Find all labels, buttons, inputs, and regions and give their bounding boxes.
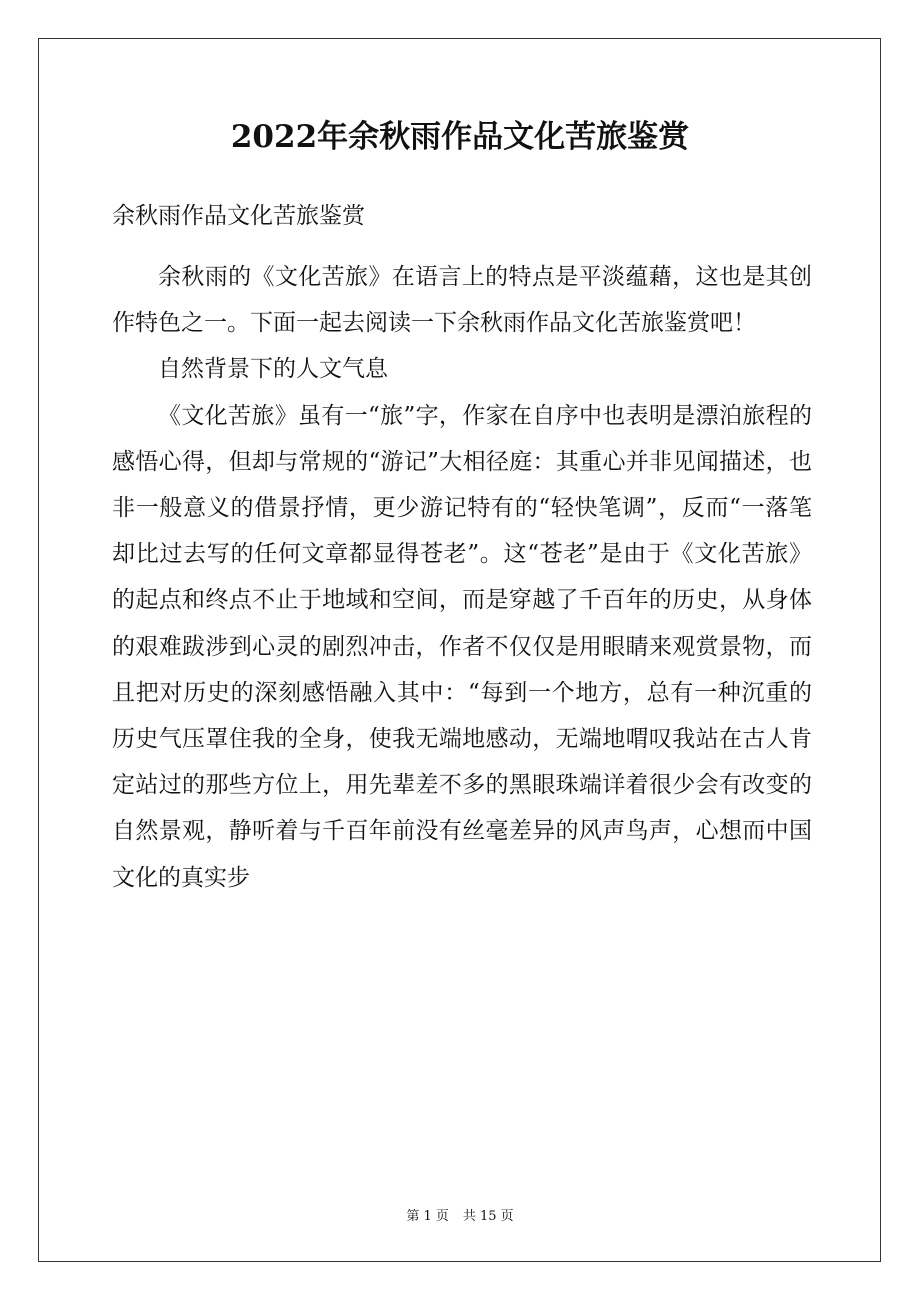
document-body bbox=[112, 254, 812, 901]
document-title: 2022年余秋雨作品文化苦旅鉴赏 bbox=[230, 119, 690, 155]
page-footer bbox=[0, 1208, 920, 1226]
page-number: 第 1 页 bbox=[406, 1209, 449, 1224]
paragraph-main: 《文化苦旅》虽有一“旅”字，作家在自序中也表明是漂泊旅程的感悟心得，但却与常规的“游记”大相径庭：其重心并非见闻描述，也非一般意义的借景抒情，更少游记特有的“轻快笔调”，反而“一落笔却比过去写的任何文章都显得苍老”。这“苍老”是由于《文化苦旅》的起点和终点不止于地域和空间，而是穿越了千百年的历史，从身体的艰难跋涉到心灵的剧烈冲击，作者不仅仅是用眼睛来观赏景物，而且把对历史的深刻感悟融入其中：“每到一个地方，总有一种沉重的历史气压罩住我的全身，使我无端地感动，无端地喟叹我站在古人肯定站过的那些方位上，用先辈差不多的黑眼珠端详着很少会有改变的自然景观，静听着与千百年前没有丝毫差异的风声鸟声，心想而中国文化的真实步 bbox=[112, 402, 812, 891]
section-heading: 自然背景下的人文气息 bbox=[158, 356, 388, 383]
document-subtitle: 余秋雨作品文化苦旅鉴赏 bbox=[112, 203, 365, 229]
page-total: 共 15 页 bbox=[462, 1209, 514, 1224]
paragraph-intro: 余秋雨的《文化苦旅》在语言上的特点是平淡蕴藉，这也是其创作特色之一。下面一起去阅读一下余秋雨作品文化苦旅鉴赏吧！ bbox=[112, 264, 812, 337]
